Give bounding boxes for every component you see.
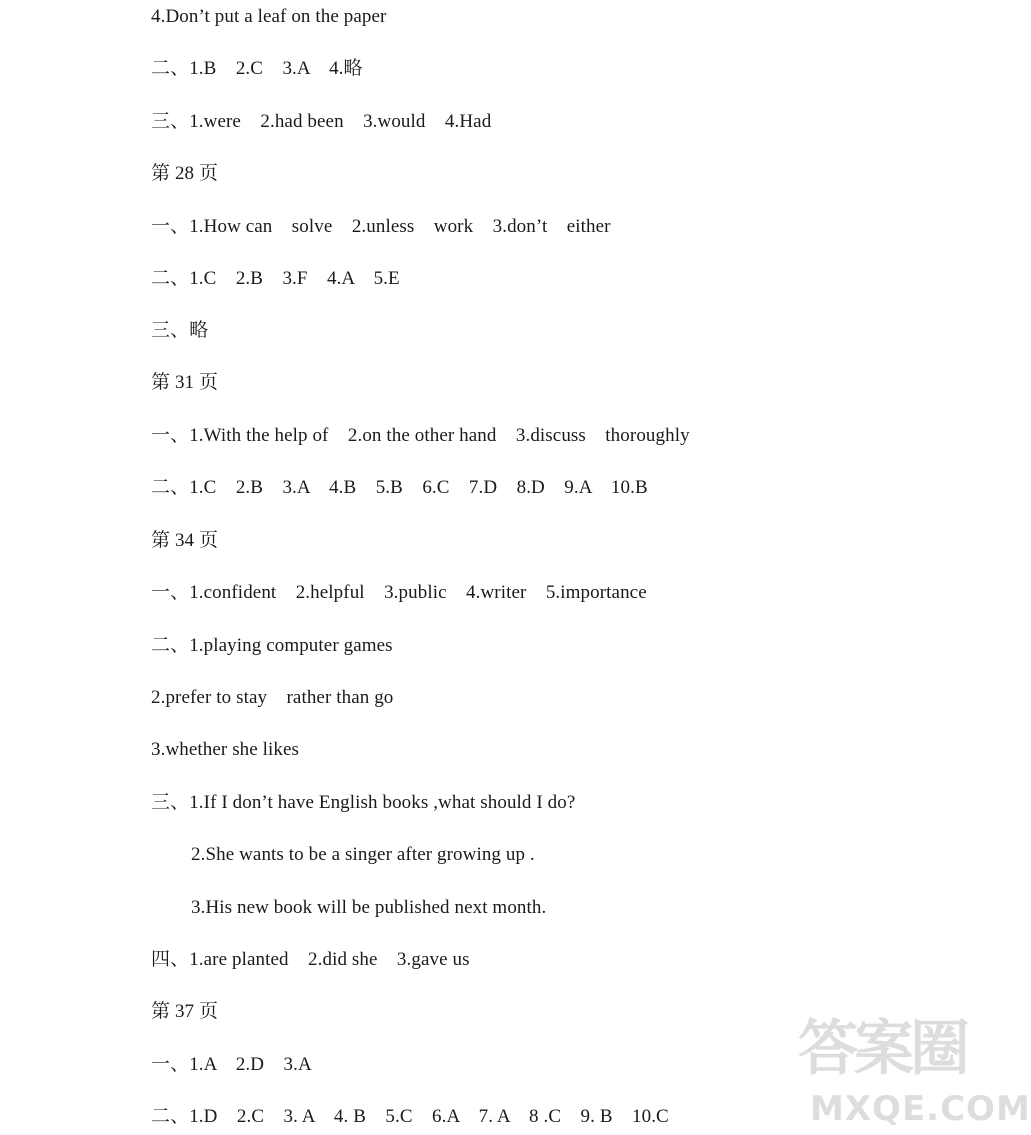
answer-line: 二、1.B 2.C 3.A 4.略	[151, 58, 363, 79]
watermark-url: MXQE.COM	[810, 1089, 1031, 1129]
page-heading: 第 37 页	[151, 1001, 219, 1022]
answer-line: 2.She wants to be a singer after growing up .	[191, 844, 535, 865]
page-heading: 第 34 页	[151, 530, 219, 551]
answer-line: 四、1.are planted 2.did she 3.gave us	[151, 949, 470, 970]
page-heading: 第 28 页	[151, 163, 219, 184]
answer-line: 二、1.C 2.B 3.F 4.A 5.E	[151, 268, 400, 289]
answer-line: 4.Don’t put a leaf on the paper	[151, 6, 387, 27]
answer-line: 二、1.C 2.B 3.A 4.B 5.B 6.C 7.D 8.D 9.A 10.B	[151, 477, 648, 498]
answer-line: 3.His new book will be published next month.	[191, 897, 547, 918]
answer-line: 3.whether she likes	[151, 739, 300, 760]
answer-line: 三、1.were 2.had been 3.would 4.Had	[151, 111, 492, 132]
answer-line: 二、1.playing computer games	[151, 635, 393, 656]
answer-line: 二、1.D 2.C 3. A 4. B 5.C 6.A 7. A 8 .C 9. B 10.C	[151, 1106, 669, 1127]
page-heading: 第 31 页	[151, 372, 219, 393]
answer-line: 一、1.confident 2.helpful 3.public 4.writer 5.importance	[151, 582, 647, 603]
answer-line: 一、1.How can solve 2.unless work 3.don’t either	[151, 216, 611, 237]
watermark-chars: 答案圈	[798, 1014, 966, 1084]
answer-line: 一、1.With the help of 2.on the other hand 3.discuss thoroughly	[151, 425, 690, 446]
answer-line: 一、1.A 2.D 3.A	[151, 1054, 312, 1075]
answer-line: 三、略	[151, 320, 209, 341]
answer-line: 2.prefer to stay rather than go	[151, 687, 394, 708]
watermark-logo	[798, 1001, 1031, 1131]
answer-line: 三、1.If I don’t have English books ,what should I do?	[151, 792, 576, 813]
